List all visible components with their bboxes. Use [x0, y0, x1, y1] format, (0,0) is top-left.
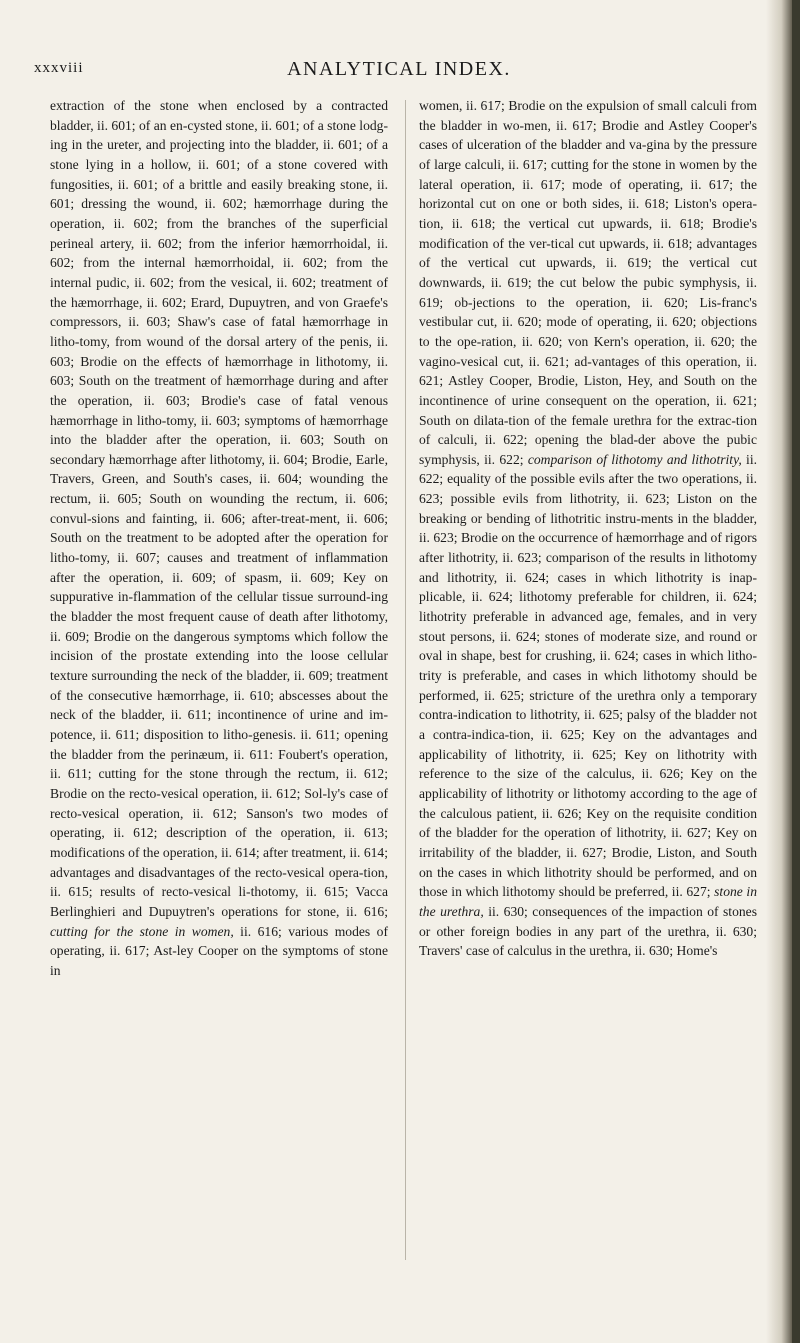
index-text: women, ii. 617; Brodie on the expulsion of small calculi from the bladder in wo-men, ii. 617; Brodie and Astley Cooper's cases of ulceration of the bladder and va-gina by the pressure of large calculi, ii. 617; cutting for the stone in women by the lateral operation, ii. 617; mode of operating, ii. 617; the horizontal cut on one or both sides, ii. 618; Liston's opera-tion, ii. 618; the vertical cut upwards, ii. 618; Brodie's modification of the ver-tical cut upwards, ii. 618; advantages of the vertical cut upwards, ii. 619; the vertical cut downwards, ii. 619; the cut below the pubic symphysis, ii. 619; ob-jections to the operation, ii. 620; Lis-franc's vestibular cut, ii. 620; mode of operating, ii. 620; objections to the ope-ration, ii. 620; von Kern's operation, ii. 620; the vagino-vesical cut, ii. 621; ad-vantages of this operation, ii. 621; Astley Cooper, Brodie, Liston, Hey, and South on the incontinence of urine consequent on the operation, ii. 621; South on dilata-tion of the female urethra for the extrac-tion of calculi, ii. 622; opening the blad-der above the pubic symphysis, ii. 622; — [419, 98, 757, 467]
index-column-left — [50, 96, 388, 981]
index-text: ii. 622; equality of the possible evils after the two operations, ii. 623; possible evils from lithotrity, ii. 623; Liston on the breaking or bending of lithotritic instru-ments in the bladder, ii. 623; Brodie on the occurrence of hæmorrhage and of rigors after lithotrity, ii. 623; comparison of the results in lithotomy and lithotrity, ii. 624; cases in which lithotrity is inap-plicable, ii. 624; lithotomy preferable for children, ii. 624; lithotrity preferable in advanced age, females, and in very stout persons, ii. 624; stones of moderate size, and round or oval in shape, best for crushing, ii. 624; cases in which litho-trity is preferable, and cases in which lithotomy should be performed, ii. 625; stricture of the urethra only a temporary contra-indication to lithotrity, ii. 625; palsy of the bladder not a contra-indica-tion, ii. 625; Key on the advantages and applicability of lithotrity, ii. 625; Key on lithotrity with reference to the size of the calculus, ii. 626; Key on the applicability of lithotrity or lithotomy according to the age of the calculous patient, ii. 626; Key on the requisite condition of the bladder for the operation of lithotrity, ii. 627; Key on irritability of the bladder, ii. 627; Brodie, Liston, and South on the cases in which lithotrity should be performed, and on those in which lithotomy should be preferred, ii. 627; — [419, 451, 757, 900]
index-columns — [50, 96, 760, 1266]
running-head: ANALYTICAL INDEX. — [287, 58, 511, 80]
page-number: xxxviii — [34, 60, 84, 76]
index-text: ii. 616; various modes of operating, ii. 617; Ast-ley Cooper on the symptoms of stone in — [50, 923, 388, 978]
index-italic-heading: stone in the urethra, — [419, 884, 757, 919]
index-column-right — [419, 96, 757, 961]
index-italic-heading: comparison of lithotomy and lithotrity, — [527, 451, 742, 467]
index-text: extraction of the stone when enclosed by a contracted bladder, ii. 601; of an en-cysted stone, ii. 601; of a stone lodg-ing in the ureter, and projecting into the bladder, ii. 601; of a stone lying in a hollow, ii. 601; of a stone covered with fungosities, ii. 601; of a brittle and easily breaking stone, ii. 601; dressing the wound, ii. 602; hæmorrhage during the operation, ii. 602; from the branches of the superficial perineal artery, ii. 602; from the inferior hæmorrhoidal, ii. 602; from the internal hæmorrhoidal, ii. 602; from the internal pudic, ii. 602; from the vesical, ii. 602; treatment of the hæmorrhage, ii. 602; Erard, Dupuytren, and von Graefe's compressors, ii. 603; Shaw's case of fatal hæmorrhage in litho-tomy, from wound of the dorsal artery of the penis, ii. 603; Brodie on the effects of hæmorrhage in lithotomy, ii. 603; South on the treatment of hæmorrhage during and after the operation, ii. 603; Brodie's case of fatal venous hæmorrhage in litho-tomy, ii. 603; symptoms of hæmorrhage into the bladder after the operation, ii. 603; South on secondary hæmorrhage after lithotomy, ii. 604; Brodie, Earle, Travers, Green, and South's cases, ii. 604; wounding the rectum, ii. 605; South on wounding the rectum, ii. 606; convul-sions and fainting, ii. 606; after-treat-ment, ii. 606; South on the treatment to be adopted after the operation for litho-tomy, ii. 607; causes and treatment of inflammation after the operation, ii. 609; of spasm, ii. 609; Key on suppurative in-flammation of the cellular tissue surround-ing the bladder the most frequent cause of death after lithotomy, ii. 609; Brodie on the dangerous symptoms which follow the incision of the prostate extending into the loose cellular texture surrounding the neck of the bladder, ii. 609; treatment of the consecutive hæmorrhage, ii. 610; abscesses about the neck of the bladder, ii. 611; incontinence of urine and im-potence, ii. 611; disposition to litho-genesis. ii. 611; opening the bladder from the perinæum, ii. 611: Foubert's operation, ii. 611; cutting for the stone through the rectum, ii. 612; Brodie on the recto-vesical operation, ii. 612; Sol-ly's case of recto-vesical operation, ii. 612; Sanson's two modes of operating, ii. 612; description of the operation, ii. 613; modifications of the operation, ii. 614; after treatment, ii. 614; advantages and disadvantages of the recto-vesical opera-tion, ii. 615; results of recto-vesical li-thotomy, ii. 615; Vacca Berlinghieri and Dupuytren's operations for stone, ii. 616; — [50, 98, 388, 919]
binding-edge — [792, 0, 800, 1343]
column-divider — [405, 100, 406, 1260]
index-text: ii. 630; consequences of the impaction of stones or other foreign bodies in any part of the urethra, ii. 630; Travers' case of calculus in the urethra, ii. 630; Home's — [419, 903, 758, 959]
index-italic-heading: cutting for the stone in women, — [50, 923, 234, 939]
page-header — [34, 58, 764, 82]
